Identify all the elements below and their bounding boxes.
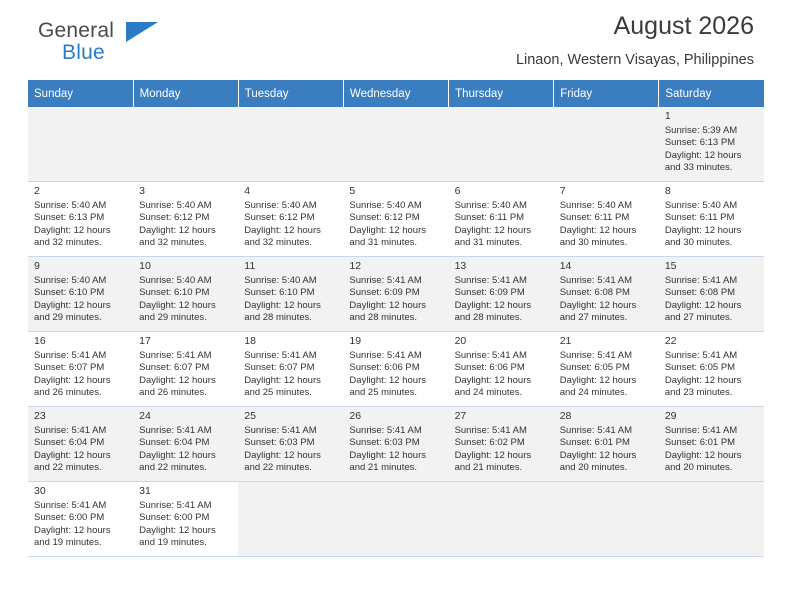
day-daylight2-text: and 33 minutes.	[664, 162, 733, 173]
day-daylight1-text: Daylight: 12 hours	[454, 224, 532, 236]
day-sunrise-text: Sunrise: 5:40 AM	[454, 199, 527, 211]
day-sunset-text: Sunset: 6:13 PM	[664, 137, 736, 148]
day-sunrise-text: Sunrise: 5:41 AM	[454, 349, 527, 361]
day-sunrise-text: Sunrise: 5:41 AM	[244, 424, 317, 436]
day-details	[139, 350, 232, 400]
calendar-day-cell[interactable]	[343, 257, 448, 332]
day-number: 24	[139, 410, 151, 422]
day-number: 11	[244, 260, 256, 272]
day-sunrise-text: Sunrise: 5:41 AM	[34, 499, 107, 511]
day-daylight1-text: Daylight: 12 hours	[34, 524, 111, 536]
day-daylight1-text: Daylight: 12 hours	[559, 299, 637, 311]
day-details	[349, 350, 442, 400]
day-details	[665, 125, 758, 175]
page-title: August 2026	[613, 12, 754, 40]
day-daylight1-text: Daylight: 12 hours	[664, 449, 742, 461]
day-number: 31	[139, 485, 151, 497]
day-daylight2-text: and 27 minutes.	[559, 312, 628, 323]
day-sunrise-text: Sunrise: 5:40 AM	[244, 274, 317, 286]
day-sunrise-text: Sunrise: 5:41 AM	[139, 424, 212, 436]
day-number: 5	[349, 185, 356, 197]
day-daylight1-text: Daylight: 12 hours	[139, 299, 216, 311]
day-sunrise-text: Sunrise: 5:41 AM	[559, 349, 633, 361]
day-details	[244, 350, 337, 400]
day-sunrise-text: Sunrise: 5:40 AM	[139, 274, 212, 286]
day-sunrise-text: Sunrise: 5:41 AM	[139, 499, 212, 511]
day-daylight1-text: Daylight: 12 hours	[454, 449, 532, 461]
day-sunset-text: Sunset: 6:01 PM	[664, 437, 736, 448]
day-daylight1-text: Daylight: 12 hours	[664, 149, 742, 161]
weekday-header-friday: Friday	[554, 80, 659, 107]
day-details	[139, 200, 232, 250]
calendar-day-cell[interactable]	[28, 257, 133, 332]
day-sunset-text: Sunset: 6:10 PM	[244, 287, 315, 298]
weekday-header-thursday: Thursday	[449, 80, 554, 107]
day-sunset-text: Sunset: 6:12 PM	[349, 212, 420, 223]
day-sunset-text: Sunset: 6:13 PM	[34, 212, 105, 223]
day-sunrise-text: Sunrise: 5:41 AM	[349, 274, 422, 286]
day-daylight2-text: and 19 minutes.	[34, 537, 102, 548]
day-sunset-text: Sunset: 6:10 PM	[139, 287, 210, 298]
day-number: 1	[664, 110, 671, 122]
day-details	[34, 425, 127, 475]
day-sunset-text: Sunset: 6:10 PM	[34, 287, 105, 298]
day-sunrise-text: Sunrise: 5:40 AM	[244, 199, 317, 211]
day-details	[139, 500, 232, 550]
day-number: 4	[244, 185, 251, 197]
logo-text-blue: Blue	[62, 41, 105, 64]
day-sunrise-text: Sunrise: 5:40 AM	[349, 199, 422, 211]
calendar-day-cell[interactable]	[28, 332, 133, 407]
calendar-day-cell[interactable]	[343, 182, 448, 257]
day-number: 9	[34, 260, 40, 272]
calendar-day-cell[interactable]	[659, 407, 764, 482]
calendar-day-cell[interactable]	[659, 182, 764, 257]
day-sunrise-text: Sunrise: 5:41 AM	[349, 349, 422, 361]
day-number: 14	[559, 260, 572, 272]
day-daylight1-text: Daylight: 12 hours	[349, 449, 426, 461]
day-daylight2-text: and 28 minutes.	[244, 312, 312, 323]
day-daylight2-text: and 27 minutes.	[664, 312, 733, 323]
day-daylight1-text: Daylight: 12 hours	[34, 449, 111, 461]
day-details	[455, 275, 548, 325]
calendar-cell-empty	[343, 482, 448, 557]
day-daylight2-text: and 28 minutes.	[349, 312, 418, 323]
calendar-day-cell[interactable]	[449, 407, 554, 482]
day-daylight2-text: and 28 minutes.	[454, 312, 523, 323]
calendar-day-cell[interactable]	[238, 182, 343, 257]
calendar-day-cell[interactable]	[554, 257, 659, 332]
day-sunrise-text: Sunrise: 5:40 AM	[559, 199, 633, 211]
day-sunrise-text: Sunrise: 5:41 AM	[664, 424, 738, 436]
day-details	[139, 425, 232, 475]
calendar-day-cell[interactable]	[133, 182, 238, 257]
day-details	[244, 425, 337, 475]
calendar-cell-empty	[659, 482, 764, 557]
weekday-header-wednesday: Wednesday	[343, 80, 448, 107]
day-sunrise-text: Sunrise: 5:41 AM	[139, 349, 212, 361]
day-daylight1-text: Daylight: 12 hours	[139, 524, 216, 536]
day-sunset-text: Sunset: 6:05 PM	[664, 362, 736, 373]
day-details	[455, 200, 548, 250]
day-number: 19	[349, 335, 362, 347]
day-number: 20	[454, 335, 467, 347]
day-number: 23	[34, 410, 46, 422]
calendar-week-row	[28, 257, 764, 332]
day-sunset-text: Sunset: 6:06 PM	[349, 362, 420, 373]
day-number: 3	[139, 185, 145, 197]
day-daylight2-text: and 23 minutes.	[664, 387, 733, 398]
logo[interactable]	[38, 20, 188, 63]
day-sunrise-text: Sunrise: 5:41 AM	[34, 349, 107, 361]
day-sunset-text: Sunset: 6:00 PM	[139, 512, 210, 523]
day-daylight1-text: Daylight: 12 hours	[34, 374, 111, 386]
day-daylight2-text: and 31 minutes.	[349, 237, 418, 248]
day-sunset-text: Sunset: 6:02 PM	[454, 437, 525, 448]
logo-text-general: General	[38, 19, 115, 42]
day-daylight2-text: and 22 minutes.	[139, 462, 207, 473]
day-daylight2-text: and 22 minutes.	[244, 462, 312, 473]
day-sunrise-text: Sunrise: 5:39 AM	[664, 124, 738, 136]
day-sunset-text: Sunset: 6:09 PM	[454, 287, 525, 298]
day-details	[34, 350, 127, 400]
calendar-day-cell[interactable]	[28, 182, 133, 257]
day-daylight2-text: and 20 minutes.	[559, 462, 628, 473]
day-sunrise-text: Sunrise: 5:41 AM	[664, 349, 738, 361]
calendar-day-cell[interactable]	[449, 332, 554, 407]
day-sunrise-text: Sunrise: 5:41 AM	[664, 274, 738, 286]
day-sunset-text: Sunset: 6:08 PM	[664, 287, 736, 298]
calendar-day-cell[interactable]	[554, 332, 659, 407]
calendar-table	[28, 80, 764, 557]
calendar-cell-empty	[554, 482, 659, 557]
day-sunrise-text: Sunrise: 5:41 AM	[454, 274, 527, 286]
day-daylight2-text: and 32 minutes.	[244, 237, 312, 248]
day-number: 26	[349, 410, 362, 422]
day-daylight2-text: and 32 minutes.	[34, 237, 102, 248]
day-sunset-text: Sunset: 6:08 PM	[559, 287, 630, 298]
calendar-day-cell[interactable]	[449, 182, 554, 257]
day-details	[455, 350, 548, 400]
day-number: 29	[664, 410, 677, 422]
day-number: 18	[244, 335, 256, 347]
day-number: 16	[34, 335, 46, 347]
calendar-day-cell[interactable]	[659, 332, 764, 407]
calendar-day-cell[interactable]	[554, 182, 659, 257]
day-sunset-text: Sunset: 6:12 PM	[244, 212, 315, 223]
day-daylight2-text: and 19 minutes.	[139, 537, 207, 548]
day-sunset-text: Sunset: 6:09 PM	[349, 287, 420, 298]
day-sunrise-text: Sunrise: 5:41 AM	[454, 424, 527, 436]
day-number: 8	[664, 185, 671, 197]
day-daylight1-text: Daylight: 12 hours	[244, 299, 321, 311]
day-daylight2-text: and 26 minutes.	[139, 387, 207, 398]
day-daylight1-text: Daylight: 12 hours	[454, 299, 532, 311]
day-daylight1-text: Daylight: 12 hours	[664, 224, 742, 236]
calendar-day-cell[interactable]	[238, 257, 343, 332]
day-daylight1-text: Daylight: 12 hours	[244, 224, 321, 236]
day-daylight1-text: Daylight: 12 hours	[139, 224, 216, 236]
day-sunset-text: Sunset: 6:11 PM	[559, 212, 630, 223]
calendar-cell-empty	[449, 107, 554, 182]
day-details	[244, 200, 337, 250]
day-number: 13	[454, 260, 467, 272]
day-sunrise-text: Sunrise: 5:41 AM	[34, 424, 107, 436]
day-daylight1-text: Daylight: 12 hours	[244, 449, 321, 461]
day-details	[34, 500, 127, 550]
day-details	[34, 200, 127, 250]
day-sunrise-text: Sunrise: 5:40 AM	[34, 274, 107, 286]
day-daylight1-text: Daylight: 12 hours	[559, 449, 637, 461]
day-sunset-text: Sunset: 6:07 PM	[34, 362, 105, 373]
day-sunset-text: Sunset: 6:04 PM	[34, 437, 105, 448]
day-sunrise-text: Sunrise: 5:41 AM	[244, 349, 317, 361]
calendar-day-cell[interactable]	[659, 257, 764, 332]
day-daylight2-text: and 31 minutes.	[454, 237, 523, 248]
calendar-day-cell[interactable]	[133, 482, 238, 557]
day-daylight1-text: Daylight: 12 hours	[34, 299, 111, 311]
day-daylight1-text: Daylight: 12 hours	[244, 374, 321, 386]
calendar-cell-empty	[449, 482, 554, 557]
day-daylight1-text: Daylight: 12 hours	[349, 299, 426, 311]
day-details	[139, 275, 232, 325]
day-daylight1-text: Daylight: 12 hours	[559, 374, 637, 386]
day-sunset-text: Sunset: 6:07 PM	[139, 362, 210, 373]
calendar-week-row	[28, 482, 764, 557]
calendar-cell-empty	[343, 107, 448, 182]
day-daylight2-text: and 26 minutes.	[34, 387, 102, 398]
day-details	[665, 350, 758, 400]
day-number: 30	[34, 485, 46, 497]
calendar-day-cell[interactable]	[133, 407, 238, 482]
day-details	[34, 275, 127, 325]
calendar-header-row	[28, 80, 764, 107]
page-subtitle: Linaon, Western Visayas, Philippines	[515, 52, 754, 68]
day-details	[665, 275, 758, 325]
day-details	[349, 200, 442, 250]
calendar-cell-empty	[554, 107, 659, 182]
day-number: 10	[139, 260, 151, 272]
calendar-day-cell[interactable]	[659, 107, 764, 182]
calendar-day-cell[interactable]	[554, 407, 659, 482]
day-sunset-text: Sunset: 6:03 PM	[349, 437, 420, 448]
day-number: 6	[454, 185, 461, 197]
day-daylight2-text: and 20 minutes.	[664, 462, 733, 473]
calendar-day-cell[interactable]	[28, 407, 133, 482]
day-sunrise-text: Sunrise: 5:40 AM	[34, 199, 107, 211]
day-sunset-text: Sunset: 6:11 PM	[664, 212, 735, 223]
day-details	[560, 425, 653, 475]
day-details	[455, 425, 548, 475]
day-sunset-text: Sunset: 6:01 PM	[559, 437, 630, 448]
day-daylight1-text: Daylight: 12 hours	[139, 374, 216, 386]
calendar-day-cell[interactable]	[238, 332, 343, 407]
day-sunset-text: Sunset: 6:05 PM	[559, 362, 630, 373]
page-header	[28, 0, 764, 72]
calendar-cell-empty	[28, 107, 133, 182]
calendar-day-cell[interactable]	[449, 257, 554, 332]
day-details	[349, 425, 442, 475]
day-daylight2-text: and 24 minutes.	[559, 387, 628, 398]
day-daylight1-text: Daylight: 12 hours	[664, 299, 742, 311]
day-number: 21	[559, 335, 572, 347]
day-details	[560, 275, 653, 325]
calendar-day-cell[interactable]	[133, 257, 238, 332]
day-number: 12	[349, 260, 362, 272]
day-daylight2-text: and 32 minutes.	[139, 237, 207, 248]
day-daylight1-text: Daylight: 12 hours	[454, 374, 532, 386]
day-details	[665, 200, 758, 250]
day-daylight1-text: Daylight: 12 hours	[139, 449, 216, 461]
calendar-week-row	[28, 332, 764, 407]
weekday-header-tuesday: Tuesday	[238, 80, 343, 107]
day-daylight2-text: and 30 minutes.	[664, 237, 733, 248]
calendar-body	[28, 107, 764, 557]
day-daylight2-text: and 21 minutes.	[454, 462, 523, 473]
day-details	[665, 425, 758, 475]
day-sunset-text: Sunset: 6:11 PM	[454, 212, 525, 223]
day-daylight2-text: and 22 minutes.	[34, 462, 102, 473]
day-number: 22	[664, 335, 677, 347]
day-sunrise-text: Sunrise: 5:40 AM	[139, 199, 212, 211]
day-daylight1-text: Daylight: 12 hours	[34, 224, 111, 236]
day-daylight1-text: Daylight: 12 hours	[349, 374, 426, 386]
day-daylight2-text: and 25 minutes.	[349, 387, 418, 398]
calendar-day-cell[interactable]	[133, 332, 238, 407]
day-sunrise-text: Sunrise: 5:41 AM	[559, 424, 633, 436]
day-sunset-text: Sunset: 6:07 PM	[244, 362, 315, 373]
day-daylight2-text: and 24 minutes.	[454, 387, 523, 398]
day-sunset-text: Sunset: 6:06 PM	[454, 362, 525, 373]
day-details	[244, 275, 337, 325]
calendar-week-row	[28, 407, 764, 482]
day-daylight2-text: and 21 minutes.	[349, 462, 418, 473]
calendar-day-cell[interactable]	[343, 332, 448, 407]
day-sunrise-text: Sunrise: 5:41 AM	[559, 274, 633, 286]
calendar-week-row	[28, 182, 764, 257]
day-number: 25	[244, 410, 256, 422]
day-sunset-text: Sunset: 6:04 PM	[139, 437, 210, 448]
calendar-day-cell[interactable]	[28, 482, 133, 557]
day-daylight2-text: and 30 minutes.	[559, 237, 628, 248]
calendar-week-row	[28, 107, 764, 182]
calendar-cell-empty	[238, 482, 343, 557]
day-sunset-text: Sunset: 6:12 PM	[139, 212, 210, 223]
day-sunset-text: Sunset: 6:00 PM	[34, 512, 105, 523]
day-daylight1-text: Daylight: 12 hours	[664, 374, 742, 386]
day-sunrise-text: Sunrise: 5:40 AM	[664, 199, 738, 211]
day-details	[560, 200, 653, 250]
calendar-cell-empty	[238, 107, 343, 182]
day-sunrise-text: Sunrise: 5:41 AM	[349, 424, 422, 436]
weekday-header-sunday: Sunday	[28, 80, 133, 107]
day-number: 27	[454, 410, 467, 422]
day-daylight2-text: and 29 minutes.	[34, 312, 102, 323]
day-number: 28	[559, 410, 572, 422]
day-number: 15	[664, 260, 677, 272]
day-sunset-text: Sunset: 6:03 PM	[244, 437, 315, 448]
day-number: 2	[34, 185, 40, 197]
day-details	[560, 350, 653, 400]
day-number: 7	[559, 185, 566, 197]
day-daylight1-text: Daylight: 12 hours	[559, 224, 637, 236]
flag-icon	[126, 22, 158, 42]
weekday-header-saturday: Saturday	[659, 80, 764, 107]
day-daylight1-text: Daylight: 12 hours	[349, 224, 426, 236]
day-number: 17	[139, 335, 151, 347]
calendar-day-cell[interactable]	[343, 407, 448, 482]
day-details	[349, 275, 442, 325]
weekday-header-monday: Monday	[133, 80, 238, 107]
calendar-cell-empty	[133, 107, 238, 182]
day-daylight2-text: and 25 minutes.	[244, 387, 312, 398]
calendar-day-cell[interactable]	[238, 407, 343, 482]
day-daylight2-text: and 29 minutes.	[139, 312, 207, 323]
